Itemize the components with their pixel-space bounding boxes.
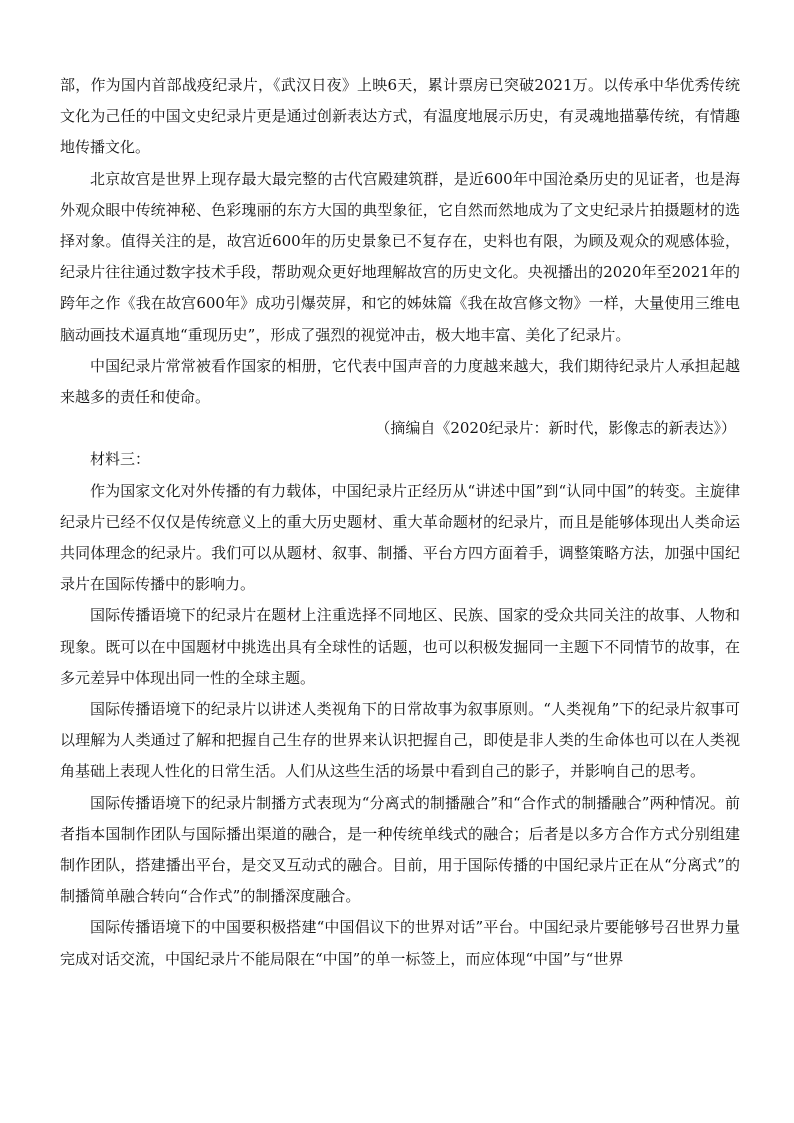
album-paragraph: 中国纪录片常常被看作国家的相册，它代表中国声音的力度越来越大，我们期待纪录片人承担起越来越多的责任和使命。 — [60, 356, 740, 407]
continuation-paragraph: 部，作为国内首部战疫纪录片，《武汉日夜》上映6天，累计票房已突破2021万。以传承中华优秀传统文化为己任的中国文史纪录片更是通过创新表达方式，有温度地展示历史，有灵魂地描摹传统，有情趣地传播文化。 — [60, 76, 740, 157]
palace-paragraph: 北京故宫是世界上现存最大最完整的古代宫殿建筑群，是近600年中国沧桑历史的见证者，也是海外观众眼中传统神秘、色彩瑰丽的东方大国的典型象征，它自然而然地成为了文史纪录片拍摄题材的选择对象。值得关注的是，故宫近600年的历史景象已不复存在，史料也有限，为顾及观众的观感体验，纪录片往往通过数字技术手段，帮助观众更好地理解故宫的历史文化。央视播出的2020年至2021年的跨年之作《我在故宫600年》成功引爆荧屏，和它的姊妹篇《我在故宫修文物》一样，大量使用三维电脑动画技术逼真地“重现历史”，形成了强烈的视觉冲击，极大地丰富、美化了纪录片。 — [60, 169, 740, 344]
source-note: （摘编自《2020纪录片：新时代，影像志的新表达》） — [375, 419, 736, 438]
material-three-heading: 材料三： — [90, 450, 151, 469]
material-three-paragraph-2: 国际传播语境下的纪录片在题材上注重选择不同地区、民族、国家的受众共同关注的故事、人物和现象。既可以在中国题材中挑选出具有全球性的话题，也可以积极发掘同一主题下不同情节的故事，在多元差异中体现出同一性的全球主题。 — [60, 606, 740, 687]
material-three-paragraph-4: 国际传播语境下的纪录片制播方式表现为“分离式的制播融合”和“合作式的制播融合”两种情况。前者指本国制作团队与国际播出渠道的融合，是一种传统单线式的融合；后者是以多方合作方式分别组建制作团队，搭建播出平台，是交叉互动式的融合。目前，用于国际传播的中国纪录片正在从“分离式”的制播简单融合转向“合作式”的制播深度融合。 — [60, 793, 740, 906]
material-three-paragraph-5: 国际传播语境下的中国要积极搭建“中国倡议下的世界对话”平台。中国纪录片要能够号召世界力量完成对话交流，中国纪录片不能局限在“中国”的单一标签上，而应体现“中国”与“世界 — [60, 918, 740, 968]
material-three-paragraph-1: 作为国家文化对外传播的有力载体，中国纪录片正经历从“讲述中国”到“认同中国”的转变。主旋律纪录片已经不仅仅是传统意义上的重大历史题材、重大革命题材的纪录片，而且是能够体现出人类命运共同体理念的纪录片。我们可以从题材、叙事、制播、平台方四方面着手，调整策略方法，加强中国纪录片在国际传播中的影响力。 — [60, 481, 740, 594]
material-three-paragraph-3: 国际传播语境下的纪录片以讲述人类视角下的日常故事为叙事原则。“人类视角”下的纪录片叙事可以理解为人类通过了解和把握自己生存的世界来认识把握自己，即使是非人类的生命体也可以在人类视角基础上表现人性化的日常生活。人们从这些生活的场景中看到自己的影子，并影响自己的思考。 — [60, 700, 740, 781]
document-page — [60, 70, 740, 975]
